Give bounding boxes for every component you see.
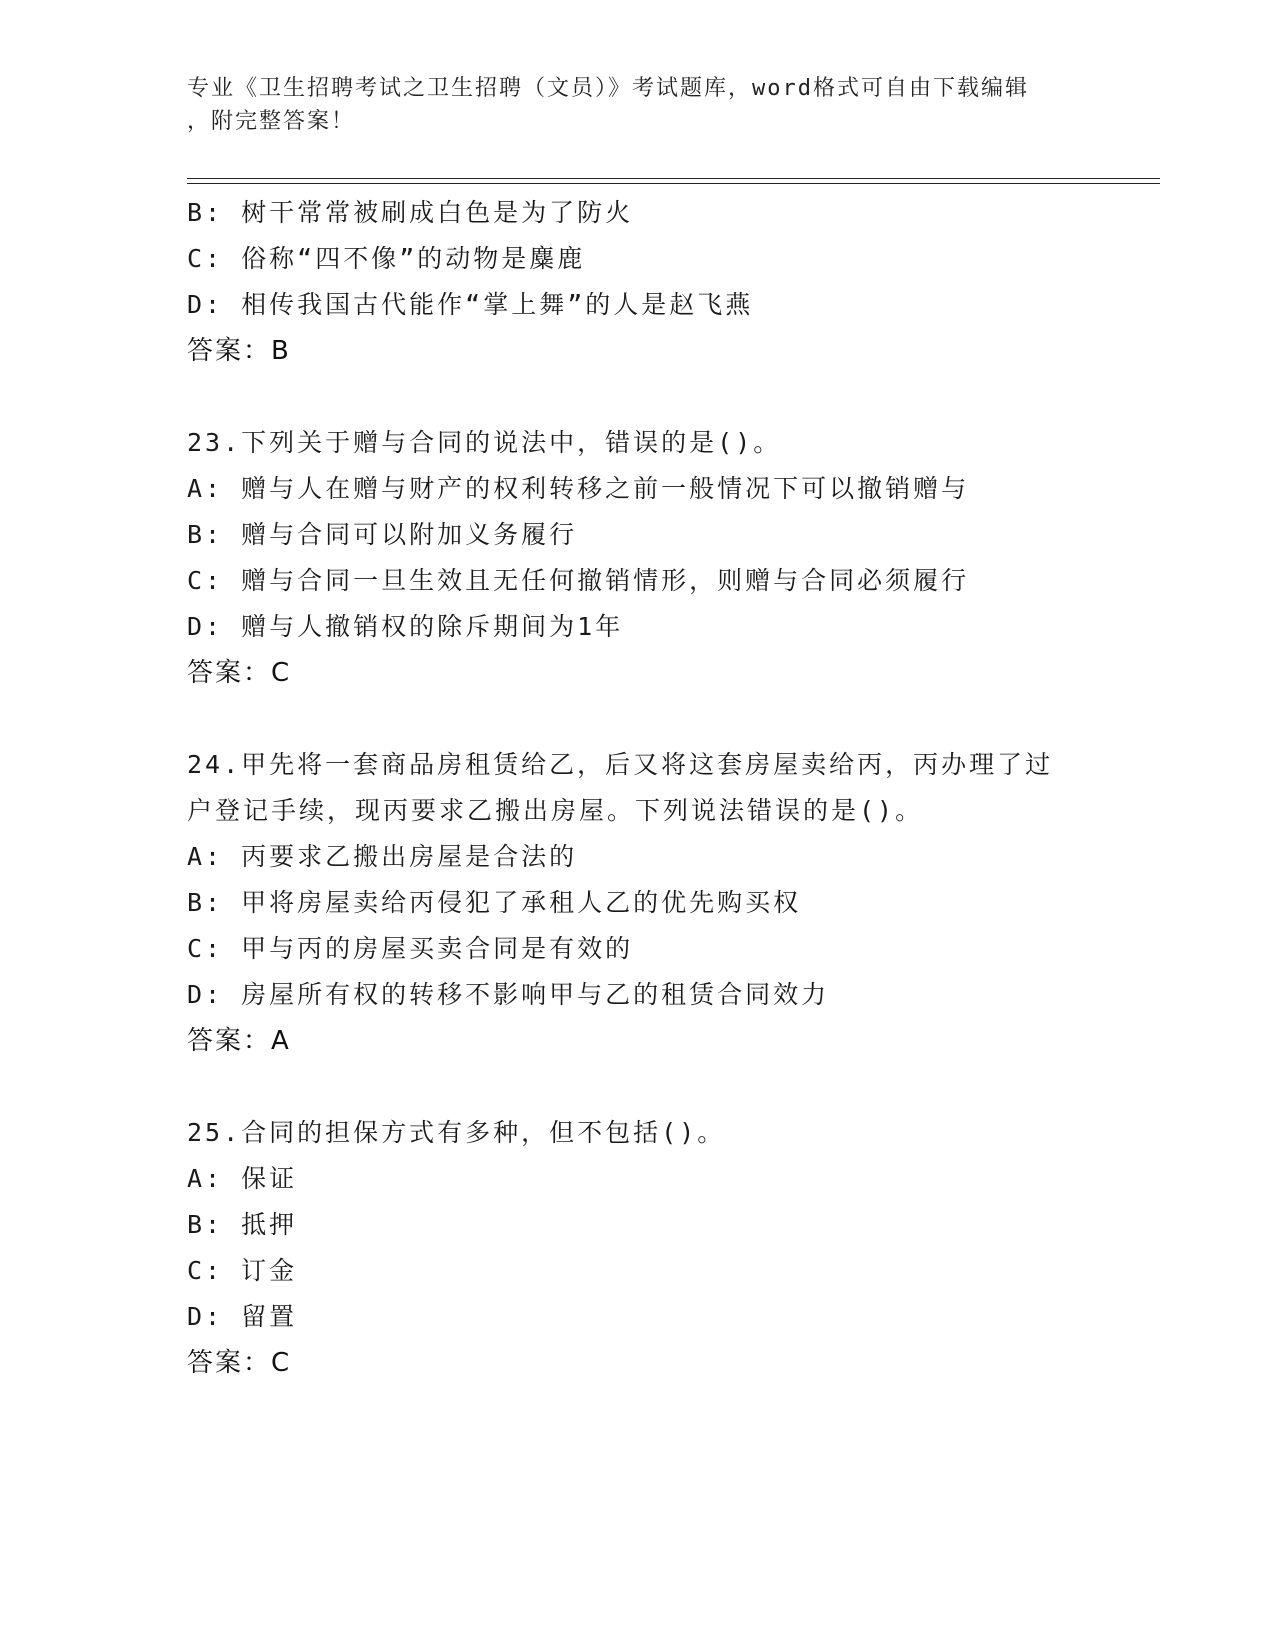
option-d: D: 赠与人撤销权的除斥期间为1年 bbox=[187, 612, 624, 641]
option-d: D: 留置 bbox=[187, 1302, 298, 1331]
option-c: C: 甲与丙的房屋买卖合同是有效的 bbox=[187, 934, 634, 963]
header-line-2: ，附完整答案！ bbox=[187, 109, 356, 134]
header-divider-top bbox=[187, 178, 1160, 179]
spacer bbox=[187, 1064, 1137, 1110]
answer-line: 答案：C bbox=[187, 658, 292, 688]
prev-question-block bbox=[187, 190, 1137, 374]
question-23 bbox=[187, 420, 1137, 696]
answer-line: 答案：A bbox=[187, 1026, 291, 1056]
option-a: A: 赠与人在赠与财产的权利转移之前一般情况下可以撤销赠与 bbox=[187, 474, 970, 503]
option-c: C: 赠与合同一旦生效且无任何撤销情形，则赠与合同必须履行 bbox=[187, 566, 970, 595]
answer-line: 答案：B bbox=[187, 336, 291, 366]
option-b: B: 甲将房屋卖给丙侵犯了承租人乙的优先购买权 bbox=[187, 888, 802, 917]
question-stem: 23.下列关于赠与合同的说法中，错误的是()。 bbox=[187, 428, 782, 457]
question-stem: 25.合同的担保方式有多种，但不包括()。 bbox=[187, 1118, 726, 1147]
question-list bbox=[187, 190, 1137, 1386]
question-24 bbox=[187, 742, 1137, 1064]
option-c: C: 俗称“四不像”的动物是麋鹿 bbox=[187, 244, 586, 273]
header-divider-bottom bbox=[187, 183, 1160, 184]
document-header bbox=[187, 72, 1087, 138]
spacer bbox=[187, 696, 1137, 742]
question-25 bbox=[187, 1110, 1137, 1386]
option-a: A: 丙要求乙搬出房屋是合法的 bbox=[187, 842, 578, 871]
question-stem-line-1: 24.甲先将一套商品房租赁给乙，后又将这套房屋卖给丙，丙办理了过 bbox=[187, 750, 1054, 779]
header-line-1: 专业《卫生招聘考试之卫生招聘（文员）》考试题库，word格式可自由下载编辑 bbox=[187, 76, 1029, 101]
option-b: B: 赠与合同可以附加义务履行 bbox=[187, 520, 578, 549]
question-stem-line-2: 户登记手续，现丙要求乙搬出房屋。下列说法错误的是()。 bbox=[187, 796, 924, 825]
option-c: C: 订金 bbox=[187, 1256, 298, 1285]
option-a: A: 保证 bbox=[187, 1164, 298, 1193]
option-d: D: 房屋所有权的转移不影响甲与乙的租赁合同效力 bbox=[187, 980, 830, 1009]
option-d: D: 相传我国古代能作“掌上舞”的人是赵飞燕 bbox=[187, 290, 754, 319]
spacer bbox=[187, 374, 1137, 420]
answer-line: 答案：C bbox=[187, 1348, 292, 1378]
option-b: B: 抵押 bbox=[187, 1210, 298, 1239]
option-b: B: 树干常常被刷成白色是为了防火 bbox=[187, 198, 634, 227]
